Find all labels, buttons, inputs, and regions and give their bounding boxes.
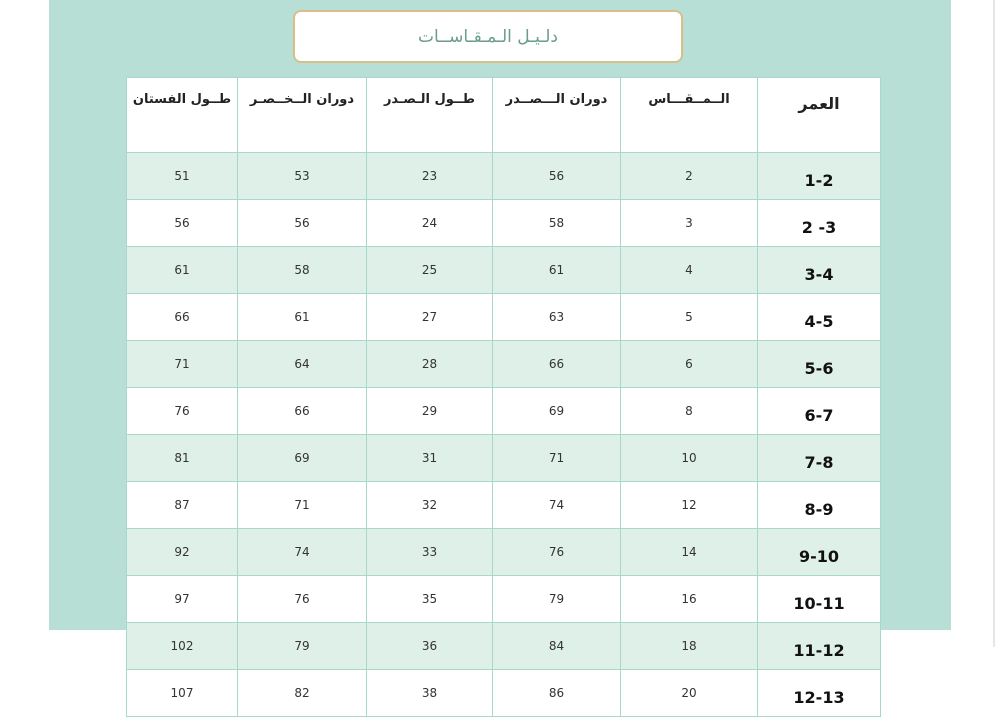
table-row	[127, 482, 881, 529]
chest-length-cell: 23	[367, 153, 493, 200]
chest-circumference-cell: 71	[493, 435, 621, 482]
chest-length-cell: 33	[367, 529, 493, 576]
waist-cell: 53	[238, 153, 367, 200]
table-row	[127, 200, 881, 247]
chest-length-cell: 31	[367, 435, 493, 482]
chest-length-cell: 36	[367, 623, 493, 670]
table-row	[127, 153, 881, 200]
title-box	[293, 10, 683, 63]
chest-circumference-cell: 56	[493, 153, 621, 200]
chest-circumference-cell: 84	[493, 623, 621, 670]
size-cell: 10	[621, 435, 758, 482]
dress-length-cell: 87	[127, 482, 238, 529]
size-chart-table	[126, 77, 881, 717]
size-cell: 6	[621, 341, 758, 388]
size-cell: 14	[621, 529, 758, 576]
size-cell: 4	[621, 247, 758, 294]
size-cell: 2	[621, 153, 758, 200]
table-row	[127, 576, 881, 623]
table-row	[127, 623, 881, 670]
chest-length-cell: 25	[367, 247, 493, 294]
page-edge-divider	[993, 0, 995, 647]
table-header-row	[127, 78, 881, 153]
chest-circumference-cell: 66	[493, 341, 621, 388]
chest-circumference-cell: 74	[493, 482, 621, 529]
age-cell: 7-8	[758, 435, 881, 482]
dress-length-cell: 66	[127, 294, 238, 341]
header-size: الــمــقـــاس	[621, 78, 758, 153]
size-cell: 5	[621, 294, 758, 341]
table-row	[127, 247, 881, 294]
chest-circumference-cell: 69	[493, 388, 621, 435]
waist-cell: 74	[238, 529, 367, 576]
age-cell: 6-7	[758, 388, 881, 435]
dress-length-cell: 76	[127, 388, 238, 435]
age-cell: 9-10	[758, 529, 881, 576]
header-age: العمر	[758, 78, 881, 153]
dress-length-cell: 61	[127, 247, 238, 294]
table-row	[127, 341, 881, 388]
header-dress-length: طــول الفستان	[127, 78, 238, 153]
age-cell: 12-13	[758, 670, 881, 717]
dress-length-cell: 92	[127, 529, 238, 576]
chest-circumference-cell: 61	[493, 247, 621, 294]
size-cell: 18	[621, 623, 758, 670]
age-cell: 1-2	[758, 153, 881, 200]
waist-cell: 69	[238, 435, 367, 482]
dress-length-cell: 81	[127, 435, 238, 482]
size-cell: 12	[621, 482, 758, 529]
dress-length-cell: 51	[127, 153, 238, 200]
dress-length-cell: 102	[127, 623, 238, 670]
chest-length-cell: 24	[367, 200, 493, 247]
waist-cell: 76	[238, 576, 367, 623]
table-row	[127, 388, 881, 435]
size-cell: 3	[621, 200, 758, 247]
age-cell: 10-11	[758, 576, 881, 623]
waist-cell: 58	[238, 247, 367, 294]
header-chest-circumference: دوران الـــصــدر	[493, 78, 621, 153]
waist-cell: 82	[238, 670, 367, 717]
chest-length-cell: 38	[367, 670, 493, 717]
table-row	[127, 670, 881, 717]
chest-length-cell: 29	[367, 388, 493, 435]
size-cell: 8	[621, 388, 758, 435]
table-row	[127, 529, 881, 576]
dress-length-cell: 97	[127, 576, 238, 623]
chest-circumference-cell: 63	[493, 294, 621, 341]
header-chest-length: طــول الـصـدر	[367, 78, 493, 153]
chest-length-cell: 27	[367, 294, 493, 341]
chest-length-cell: 32	[367, 482, 493, 529]
size-cell: 20	[621, 670, 758, 717]
size-cell: 16	[621, 576, 758, 623]
dress-length-cell: 107	[127, 670, 238, 717]
table-row	[127, 435, 881, 482]
chest-circumference-cell: 58	[493, 200, 621, 247]
waist-cell: 79	[238, 623, 367, 670]
page-title: دلـيـل الـمـقـاســات	[418, 26, 558, 47]
age-cell: 3-4	[758, 247, 881, 294]
chest-circumference-cell: 79	[493, 576, 621, 623]
chest-circumference-cell: 76	[493, 529, 621, 576]
waist-cell: 56	[238, 200, 367, 247]
age-cell: 11-12	[758, 623, 881, 670]
age-cell: 5-6	[758, 341, 881, 388]
age-cell: 4-5	[758, 294, 881, 341]
header-waist: دوران الــخــصـر	[238, 78, 367, 153]
age-cell: 8-9	[758, 482, 881, 529]
waist-cell: 71	[238, 482, 367, 529]
age-cell: 2 -3	[758, 200, 881, 247]
waist-cell: 61	[238, 294, 367, 341]
chest-circumference-cell: 86	[493, 670, 621, 717]
chest-length-cell: 28	[367, 341, 493, 388]
dress-length-cell: 71	[127, 341, 238, 388]
chest-length-cell: 35	[367, 576, 493, 623]
waist-cell: 64	[238, 341, 367, 388]
dress-length-cell: 56	[127, 200, 238, 247]
table-row	[127, 294, 881, 341]
waist-cell: 66	[238, 388, 367, 435]
